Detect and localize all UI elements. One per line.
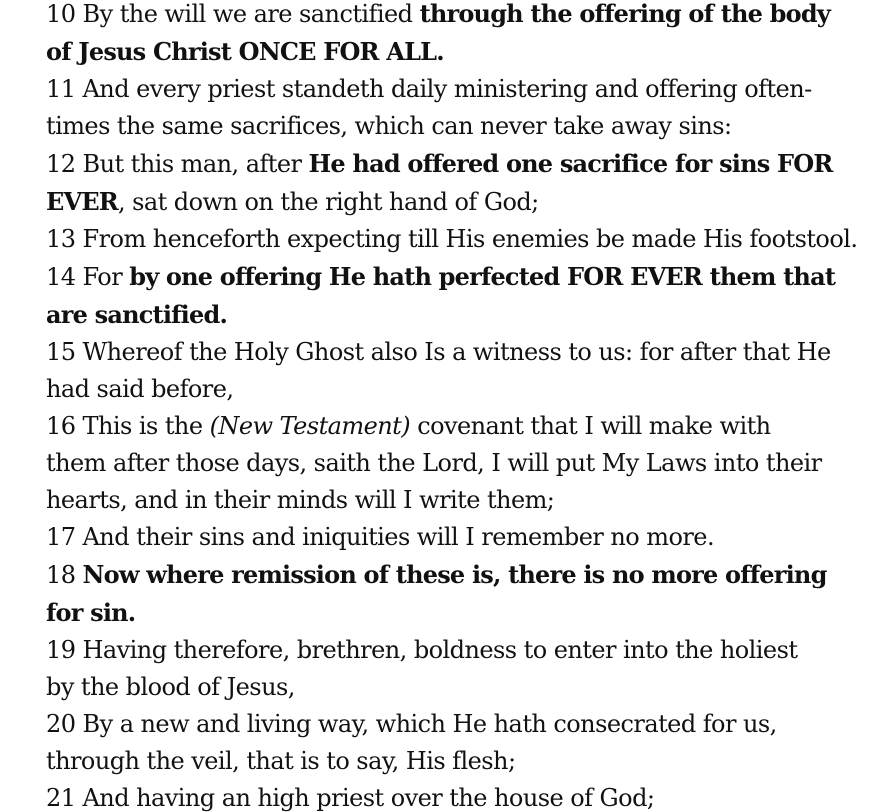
text-line: [46, 743, 846, 780]
bold-verse-text: He had offered one sacrifice for sins FOR: [308, 149, 833, 178]
verse-text: hearts, and in their minds will I write them;: [46, 486, 555, 514]
verse-text: through the veil, that is to say, His flesh;: [46, 747, 516, 775]
italic-verse-text: (New Testament): [209, 412, 411, 440]
bold-verse-text: are sanctified.: [46, 300, 227, 329]
verse-text: 10 By the will we are sanctified: [46, 0, 420, 28]
text-line: [46, 145, 846, 183]
verse-text: 14 For: [46, 263, 130, 291]
bold-verse-text: of Jesus Christ ONCE FOR ALL.: [46, 37, 444, 66]
verse-text: 12 But this man, after: [46, 150, 309, 178]
text-line: [46, 519, 846, 556]
text-line: [46, 71, 846, 108]
verse-text: 19 Having therefore, brethren, boldness to enter into the holiest: [46, 636, 798, 664]
text-line: [46, 632, 846, 669]
scripture-text: [46, 0, 858, 812]
bold-verse-text: EVER: [46, 187, 118, 216]
text-line: [46, 556, 846, 594]
bold-verse-text: Now where remission of these is, there is no more offering: [82, 560, 827, 589]
text-line: [46, 334, 846, 371]
verse-text: 15 Whereof the Holy Ghost also Is a witness to us: for after that He: [46, 338, 831, 366]
verse-text: 16 This is the: [46, 412, 210, 440]
text-line: [46, 706, 846, 743]
text-line: [46, 408, 846, 445]
verse-text: , sat down on the right hand of God;: [117, 188, 539, 216]
text-line: [46, 296, 846, 334]
bold-verse-text: through the offering of the body: [419, 0, 830, 28]
bold-verse-text: for sin.: [46, 598, 136, 627]
verse-text: 18: [46, 561, 83, 589]
text-line: [46, 183, 846, 221]
text-line: [46, 108, 846, 145]
verse-text: 21 And having an high priest over the house of God;: [46, 784, 655, 812]
verse-text: 11 And every priest standeth daily ministering and offering often-: [46, 75, 812, 103]
verse-text: times the same sacrifices, which can never take away sins:: [46, 112, 732, 140]
bold-verse-text: by one offering He hath perfected FOR EVER them that: [129, 262, 836, 291]
verse-text: them after those days, saith the Lord, I will put My Laws into their: [46, 449, 822, 477]
text-line: [46, 221, 858, 258]
verse-text: by the blood of Jesus,: [46, 673, 295, 701]
text-line: [46, 669, 846, 706]
text-line: [46, 33, 846, 71]
text-line: [46, 0, 846, 33]
verse-text: covenant that I will make with: [410, 412, 771, 440]
text-line: [46, 445, 846, 482]
verse-text: had said before,: [46, 375, 234, 403]
verse-text: 17 And their sins and iniquities will I remember no more.: [46, 523, 715, 551]
text-line: [46, 780, 846, 812]
text-line: [46, 482, 846, 519]
verse-text: 20 By a new and living way, which He hath consecrated for us,: [46, 710, 777, 738]
text-line: [46, 258, 846, 296]
text-line: [46, 594, 846, 632]
verse-text: 13 From henceforth expecting till His enemies be made His footstool.: [46, 225, 858, 253]
text-line: [46, 371, 846, 408]
